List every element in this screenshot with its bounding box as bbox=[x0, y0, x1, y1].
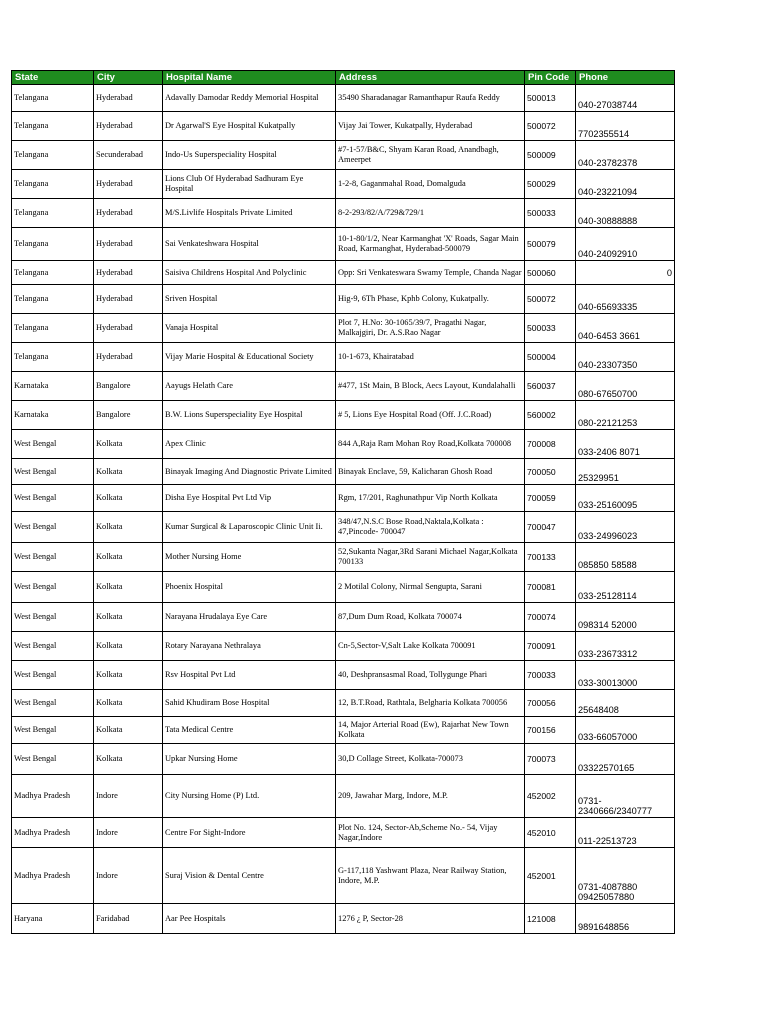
cell-address: 209, Jawahar Marg, Indore, M.P. bbox=[336, 775, 525, 818]
cell-hospital-name: Lions Club Of Hyderabad Sadhuram Eye Hospital bbox=[163, 170, 336, 199]
cell-address: 844 A,Raja Ram Mohan Roy Road,Kolkata 700008 bbox=[336, 430, 525, 459]
cell-pin-code: 700056 bbox=[525, 690, 576, 717]
cell-phone: 040-27038744 bbox=[576, 85, 675, 112]
table-row bbox=[12, 430, 675, 459]
column-header-phone: Phone bbox=[576, 71, 675, 85]
table-row bbox=[12, 261, 675, 285]
cell-address: Vijay Jai Tower, Kukatpally, Hyderabad bbox=[336, 112, 525, 141]
cell-state: West Bengal bbox=[12, 661, 94, 690]
cell-hospital-name: Rsv Hospital Pvt Ltd bbox=[163, 661, 336, 690]
table-row bbox=[12, 170, 675, 199]
cell-phone: 033-23673312 bbox=[576, 632, 675, 661]
cell-address: 8-2-293/82/A/729&729/1 bbox=[336, 199, 525, 228]
cell-address: #477, 1St Main, B Block, Aecs Layout, Kundalahalli bbox=[336, 372, 525, 401]
cell-pin-code: 700133 bbox=[525, 543, 576, 572]
table-row bbox=[12, 775, 675, 818]
cell-pin-code: 500004 bbox=[525, 343, 576, 372]
cell-address: 14, Major Arterial Road (Ew), Rajarhat New Town Kolkata bbox=[336, 717, 525, 744]
cell-hospital-name: Disha Eye Hospital Pvt Ltd Vip bbox=[163, 485, 336, 512]
cell-phone: 080-67650700 bbox=[576, 372, 675, 401]
cell-pin-code: 500033 bbox=[525, 314, 576, 343]
cell-hospital-name: Vanaja Hospital bbox=[163, 314, 336, 343]
cell-hospital-name: City Nursing Home (P) Ltd. bbox=[163, 775, 336, 818]
cell-city: Hyderabad bbox=[94, 314, 163, 343]
cell-hospital-name: Phoenix Hospital bbox=[163, 572, 336, 603]
cell-phone: 040-30888888 bbox=[576, 199, 675, 228]
column-header-hospital-name: Hospital Name bbox=[163, 71, 336, 85]
table-body bbox=[12, 85, 675, 934]
cell-city: Hyderabad bbox=[94, 199, 163, 228]
cell-city: Kolkata bbox=[94, 543, 163, 572]
cell-phone: 0 bbox=[576, 261, 675, 285]
table-row bbox=[12, 512, 675, 543]
cell-city: Kolkata bbox=[94, 717, 163, 744]
cell-address: 35490 Sharadanagar Ramanthapur Raufa Reddy bbox=[336, 85, 525, 112]
cell-pin-code: 500033 bbox=[525, 199, 576, 228]
table-row bbox=[12, 572, 675, 603]
cell-hospital-name: Suraj Vision & Dental Centre bbox=[163, 848, 336, 904]
cell-phone: 033-24996023 bbox=[576, 512, 675, 543]
cell-phone: 040-6453 3661 bbox=[576, 314, 675, 343]
cell-pin-code: 121008 bbox=[525, 904, 576, 934]
cell-pin-code: 500009 bbox=[525, 141, 576, 170]
table-row bbox=[12, 459, 675, 485]
column-header-address: Address bbox=[336, 71, 525, 85]
cell-phone: 25648408 bbox=[576, 690, 675, 717]
cell-pin-code: 500029 bbox=[525, 170, 576, 199]
cell-state: Telangana bbox=[12, 343, 94, 372]
cell-city: Kolkata bbox=[94, 661, 163, 690]
cell-state: Telangana bbox=[12, 141, 94, 170]
cell-pin-code: 452002 bbox=[525, 775, 576, 818]
cell-state: West Bengal bbox=[12, 459, 94, 485]
cell-state: West Bengal bbox=[12, 717, 94, 744]
cell-phone: 7702355514 bbox=[576, 112, 675, 141]
cell-city: Kolkata bbox=[94, 603, 163, 632]
cell-city: Hyderabad bbox=[94, 170, 163, 199]
table-row bbox=[12, 401, 675, 430]
cell-phone: 03322570165 bbox=[576, 744, 675, 775]
cell-hospital-name: Indo-Us Superspeciality Hospital bbox=[163, 141, 336, 170]
cell-state: Telangana bbox=[12, 170, 94, 199]
cell-phone: 040-23307350 bbox=[576, 343, 675, 372]
cell-hospital-name: Binayak Imaging And Diagnostic Private Limited bbox=[163, 459, 336, 485]
cell-pin-code: 452010 bbox=[525, 818, 576, 848]
table-row bbox=[12, 543, 675, 572]
table-row bbox=[12, 85, 675, 112]
cell-state: Madhya Pradesh bbox=[12, 775, 94, 818]
table-row bbox=[12, 717, 675, 744]
cell-city: Hyderabad bbox=[94, 228, 163, 261]
cell-phone: 25329951 bbox=[576, 459, 675, 485]
cell-city: Indore bbox=[94, 775, 163, 818]
table-row bbox=[12, 228, 675, 261]
cell-hospital-name: Aar Pee Hospitals bbox=[163, 904, 336, 934]
cell-address: Rgm, 17/201, Raghunathpur Vip North Kolkata bbox=[336, 485, 525, 512]
cell-city: Kolkata bbox=[94, 572, 163, 603]
cell-hospital-name: Kumar Surgical & Laparoscopic Clinic Unit Ii. bbox=[163, 512, 336, 543]
cell-hospital-name: B.W. Lions Superspeciality Eye Hospital bbox=[163, 401, 336, 430]
cell-state: Telangana bbox=[12, 314, 94, 343]
cell-address: #7-1-57/B&C, Shyam Karan Road, Anandbagh, Ameerpet bbox=[336, 141, 525, 170]
cell-city: Kolkata bbox=[94, 485, 163, 512]
cell-pin-code: 500072 bbox=[525, 112, 576, 141]
cell-phone: 080-22121253 bbox=[576, 401, 675, 430]
cell-state: Telangana bbox=[12, 199, 94, 228]
table-row bbox=[12, 690, 675, 717]
cell-hospital-name: Saisiva Childrens Hospital And Polyclinic bbox=[163, 261, 336, 285]
cell-city: Faridabad bbox=[94, 904, 163, 934]
cell-address: 2 Motilal Colony, Nirmal Sengupta, Sarani bbox=[336, 572, 525, 603]
cell-pin-code: 500072 bbox=[525, 285, 576, 314]
table-row bbox=[12, 661, 675, 690]
cell-pin-code: 700156 bbox=[525, 717, 576, 744]
cell-pin-code: 560002 bbox=[525, 401, 576, 430]
cell-pin-code: 700059 bbox=[525, 485, 576, 512]
table-row bbox=[12, 285, 675, 314]
cell-state: Telangana bbox=[12, 85, 94, 112]
cell-phone: 033-25128114 bbox=[576, 572, 675, 603]
cell-city: Hyderabad bbox=[94, 112, 163, 141]
cell-pin-code: 700074 bbox=[525, 603, 576, 632]
cell-pin-code: 452001 bbox=[525, 848, 576, 904]
cell-phone: 098314 52000 bbox=[576, 603, 675, 632]
cell-address: Plot No. 124, Sector-Ab,Scheme No.- 54, Vijay Nagar,Indore bbox=[336, 818, 525, 848]
cell-address: 52,Sukanta Nagar,3Rd Sarani Michael Nagar,Kolkata 700133 bbox=[336, 543, 525, 572]
cell-phone: 033-2406 8071 bbox=[576, 430, 675, 459]
table-row bbox=[12, 603, 675, 632]
cell-pin-code: 700050 bbox=[525, 459, 576, 485]
cell-pin-code: 560037 bbox=[525, 372, 576, 401]
cell-phone: 011-22513723 bbox=[576, 818, 675, 848]
cell-state: Karnataka bbox=[12, 401, 94, 430]
cell-address: 12, B.T.Road, Rathtala, Belgharia Kolkata 700056 bbox=[336, 690, 525, 717]
cell-pin-code: 700073 bbox=[525, 744, 576, 775]
cell-city: Hyderabad bbox=[94, 85, 163, 112]
table-row bbox=[12, 199, 675, 228]
cell-pin-code: 700091 bbox=[525, 632, 576, 661]
cell-address: Opp: Sri Venkateswara Swamy Temple, Chanda Nagar bbox=[336, 261, 525, 285]
cell-hospital-name: Vijay Marie Hospital & Educational Society bbox=[163, 343, 336, 372]
cell-hospital-name: Sriven Hospital bbox=[163, 285, 336, 314]
cell-address: 1-2-8, Gaganmahal Road, Domalguda bbox=[336, 170, 525, 199]
cell-address: 348/47,N.S.C Bose Road,Naktala,Kolkata : 47,Pincode- 700047 bbox=[336, 512, 525, 543]
cell-city: Bangalore bbox=[94, 372, 163, 401]
table-row bbox=[12, 818, 675, 848]
cell-city: Hyderabad bbox=[94, 261, 163, 285]
cell-address: G-117,118 Yashwant Plaza, Near Railway Station, Indore, M.P. bbox=[336, 848, 525, 904]
cell-hospital-name: Mother Nursing Home bbox=[163, 543, 336, 572]
cell-state: West Bengal bbox=[12, 512, 94, 543]
cell-phone: 085850 58588 bbox=[576, 543, 675, 572]
cell-pin-code: 700047 bbox=[525, 512, 576, 543]
cell-state: West Bengal bbox=[12, 690, 94, 717]
cell-hospital-name: Centre For Sight-Indore bbox=[163, 818, 336, 848]
cell-address: Cn-5,Sector-V,Salt Lake Kolkata 700091 bbox=[336, 632, 525, 661]
cell-state: Telangana bbox=[12, 228, 94, 261]
cell-state: Haryana bbox=[12, 904, 94, 934]
cell-city: Kolkata bbox=[94, 690, 163, 717]
cell-hospital-name: Adavally Damodar Reddy Memorial Hospital bbox=[163, 85, 336, 112]
cell-address: 30,D Collage Street, Kolkata-700073 bbox=[336, 744, 525, 775]
cell-phone: 9891648856 bbox=[576, 904, 675, 934]
cell-pin-code: 500079 bbox=[525, 228, 576, 261]
cell-address: 1276 ¿ P, Sector-28 bbox=[336, 904, 525, 934]
cell-hospital-name: Dr Agarwal'S Eye Hospital Kukatpally bbox=[163, 112, 336, 141]
cell-pin-code: 700081 bbox=[525, 572, 576, 603]
cell-address: 40, Deshpransasmal Road, Tollygunge Phari bbox=[336, 661, 525, 690]
table-row bbox=[12, 485, 675, 512]
cell-phone: 0731-4087880 09425057880 bbox=[576, 848, 675, 904]
cell-state: Madhya Pradesh bbox=[12, 848, 94, 904]
table-row bbox=[12, 904, 675, 934]
cell-pin-code: 500013 bbox=[525, 85, 576, 112]
cell-phone: 033-66057000 bbox=[576, 717, 675, 744]
cell-hospital-name: Sai Venkateshwara Hospital bbox=[163, 228, 336, 261]
cell-state: Telangana bbox=[12, 285, 94, 314]
cell-address: 87,Dum Dum Road, Kolkata 700074 bbox=[336, 603, 525, 632]
cell-state: West Bengal bbox=[12, 744, 94, 775]
cell-hospital-name: Tata Medical Centre bbox=[163, 717, 336, 744]
cell-hospital-name: Rotary Narayana Nethralaya bbox=[163, 632, 336, 661]
cell-state: West Bengal bbox=[12, 603, 94, 632]
cell-hospital-name: Apex Clinic bbox=[163, 430, 336, 459]
cell-city: Kolkata bbox=[94, 632, 163, 661]
table-row bbox=[12, 141, 675, 170]
column-header-state: State bbox=[12, 71, 94, 85]
cell-state: West Bengal bbox=[12, 430, 94, 459]
table-row bbox=[12, 372, 675, 401]
table-row bbox=[12, 343, 675, 372]
column-header-city: City bbox=[94, 71, 163, 85]
cell-city: Hyderabad bbox=[94, 343, 163, 372]
table-row bbox=[12, 112, 675, 141]
column-header-pin-code: Pin Code bbox=[525, 71, 576, 85]
cell-phone: 033-25160095 bbox=[576, 485, 675, 512]
cell-state: West Bengal bbox=[12, 632, 94, 661]
table-header bbox=[12, 71, 675, 85]
header-row bbox=[12, 71, 675, 85]
cell-pin-code: 500060 bbox=[525, 261, 576, 285]
cell-hospital-name: Upkar Nursing Home bbox=[163, 744, 336, 775]
cell-state: Madhya Pradesh bbox=[12, 818, 94, 848]
cell-pin-code: 700008 bbox=[525, 430, 576, 459]
cell-pin-code: 700033 bbox=[525, 661, 576, 690]
cell-address: Hig-9, 6Th Phase, Kphb Colony, Kukatpally. bbox=[336, 285, 525, 314]
cell-address: Plot 7, H.No: 30-1065/39/7, Pragathi Nagar, Malkajgiri, Dr. A.S.Rao Nagar bbox=[336, 314, 525, 343]
cell-city: Kolkata bbox=[94, 459, 163, 485]
cell-phone: 040-24092910 bbox=[576, 228, 675, 261]
cell-phone: 040-23221094 bbox=[576, 170, 675, 199]
cell-city: Kolkata bbox=[94, 512, 163, 543]
cell-state: Karnataka bbox=[12, 372, 94, 401]
cell-city: Bangalore bbox=[94, 401, 163, 430]
table-row bbox=[12, 632, 675, 661]
cell-city: Hyderabad bbox=[94, 285, 163, 314]
cell-hospital-name: Aayugs Helath Care bbox=[163, 372, 336, 401]
cell-state: Telangana bbox=[12, 261, 94, 285]
cell-state: Telangana bbox=[12, 112, 94, 141]
cell-city: Indore bbox=[94, 818, 163, 848]
cell-phone: 0731-2340666/2340777 bbox=[576, 775, 675, 818]
cell-address: 10-1-673, Khairatabad bbox=[336, 343, 525, 372]
cell-hospital-name: M/S.Livlife Hospitals Private Limited bbox=[163, 199, 336, 228]
table-row bbox=[12, 744, 675, 775]
cell-hospital-name: Narayana Hrudalaya Eye Care bbox=[163, 603, 336, 632]
cell-hospital-name: Sahid Khudiram Bose Hospital bbox=[163, 690, 336, 717]
cell-city: Secunderabad bbox=[94, 141, 163, 170]
cell-address: # 5, Lions Eye Hospital Road (Off. J.C.Road) bbox=[336, 401, 525, 430]
cell-city: Kolkata bbox=[94, 744, 163, 775]
cell-city: Kolkata bbox=[94, 430, 163, 459]
hospital-table bbox=[11, 70, 675, 934]
cell-address: 10-1-80/1/2, Near Karmanghat 'X' Roads, Sagar Main Road, Karmanghat, Hyderabad-500079 bbox=[336, 228, 525, 261]
cell-state: West Bengal bbox=[12, 543, 94, 572]
cell-phone: 033-30013000 bbox=[576, 661, 675, 690]
table-row bbox=[12, 314, 675, 343]
cell-state: West Bengal bbox=[12, 485, 94, 512]
cell-phone: 040-65693335 bbox=[576, 285, 675, 314]
cell-state: West Bengal bbox=[12, 572, 94, 603]
table-row bbox=[12, 848, 675, 904]
cell-city: Indore bbox=[94, 848, 163, 904]
cell-phone: 040-23782378 bbox=[576, 141, 675, 170]
cell-address: Binayak Enclave, 59, Kalicharan Ghosh Road bbox=[336, 459, 525, 485]
